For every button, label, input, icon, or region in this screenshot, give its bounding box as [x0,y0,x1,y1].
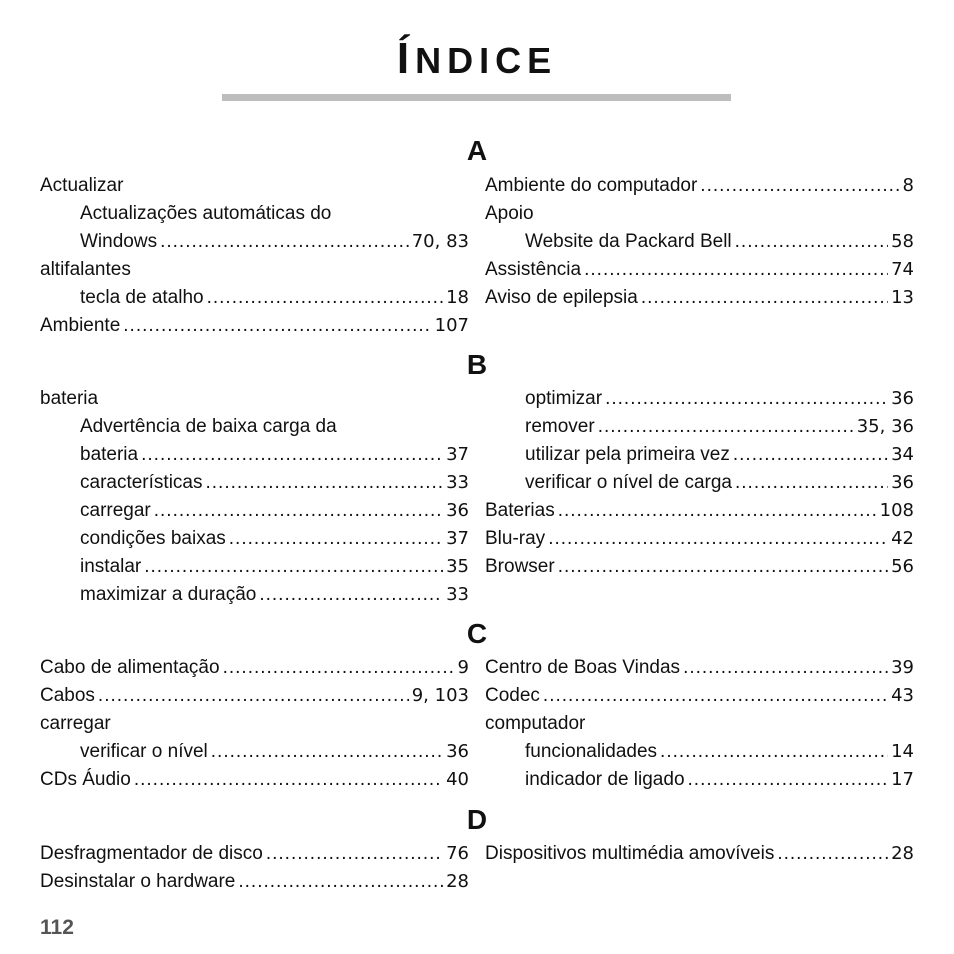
section-c-left-column [40,654,469,794]
index-entry: Baterias ..... 108 [485,497,914,525]
section-a-right-column [485,172,914,312]
index-entry: computador [485,713,586,734]
section-letter-c: C [466,618,488,649]
index-entry: Cabo de alimentação ..... 9 [40,654,469,682]
leader-dots [683,654,888,682]
title-rest: NDICE [415,40,558,81]
index-entry: Blu-ray ..... 42 [485,525,914,553]
leader-dots [605,385,888,413]
leader-dots [205,469,443,497]
leader-dots [584,256,888,284]
page-ref: 37 [446,528,469,549]
leader-dots [144,553,443,581]
leader-dots [543,682,888,710]
page-ref: 36 [446,741,469,762]
leader-dots [211,738,443,766]
index-entry: Actualizar [40,175,124,196]
page-ref: 43 [891,685,914,706]
page-ref: 36 [446,500,469,521]
section-letter-a: A [466,135,488,166]
page-ref: 35 [446,556,469,577]
leader-dots [98,682,409,710]
leader-dots [558,553,888,581]
leader-dots [259,581,443,609]
leader-dots [141,441,443,469]
title-underline [222,94,731,101]
leader-dots [134,766,443,794]
index-entry: Actualizações automáticas do [80,203,332,224]
page-ref: 33 [446,584,469,605]
index-entry: Ambiente do computador ..... 8 [485,172,914,200]
section-letter-d: D [466,804,488,835]
leader-dots [777,840,888,868]
page-ref: 76 [446,843,469,864]
page-ref: 33 [446,472,469,493]
index-entry: Dispositivos multimédia amovíveis ..... 28 [485,840,914,868]
index-entry: Ambiente ..... 107 [40,312,469,340]
index-entry: Aviso de epilepsia ..... 13 [485,284,914,312]
section-d-right-column [485,840,914,868]
leader-dots [266,840,443,868]
leader-dots [558,497,877,525]
index-entry: Centro de Boas Vindas ..... 39 [485,654,914,682]
page-ref: 13 [891,287,914,308]
index-entry: instalar ..... 35 [40,553,469,581]
index-entry: maximizar a duração ..... 33 [40,581,469,609]
page-ref: 34 [891,444,914,465]
leader-dots [160,228,409,256]
leader-dots [660,738,888,766]
index-entry: carregar ..... 36 [40,497,469,525]
leader-dots [598,413,854,441]
index-entry: utilizar pela primeira vez ..... 34 [485,441,914,469]
page-ref: 39 [891,657,914,678]
page-ref: 37 [446,444,469,465]
index-entry: carregar [40,713,111,734]
section-c-right-column [485,654,914,794]
page-ref: 28 [891,843,914,864]
page-ref: 70, 83 [411,231,469,252]
index-entry: Browser ..... 56 [485,553,914,581]
index-entry: Website da Packard Bell ..... 58 [485,228,914,256]
index-entry: Cabos ..... 9, 103 [40,682,469,710]
page-ref: 56 [891,556,914,577]
index-entry: Desinstalar o hardware ..... 28 [40,868,469,896]
page-ref: 74 [891,259,914,280]
page-number: 112 [40,916,74,939]
page-ref: 36 [891,472,914,493]
index-entry: verificar o nível ..... 36 [40,738,469,766]
index-entry: optimizar ..... 36 [485,385,914,413]
leader-dots [733,441,888,469]
index-entry: Apoio [485,203,534,224]
leader-dots [223,654,455,682]
page-ref: 35, 36 [856,416,914,437]
page-ref: 58 [891,231,914,252]
index-entry: características ..... 33 [40,469,469,497]
index-entry: bateria ..... 37 [40,441,469,469]
leader-dots [123,312,431,340]
section-d-left-column [40,840,469,896]
page-ref: 42 [891,528,914,549]
index-entry: altifalantes [40,259,131,280]
leader-dots [238,868,443,896]
page-ref: 9, 103 [411,685,469,706]
index-entry: Windows ..... 70, 83 [40,228,469,256]
leader-dots [700,172,899,200]
index-entry: remover ..... 35, 36 [485,413,914,441]
index-entry: tecla de atalho ..... 18 [40,284,469,312]
page-ref: 36 [891,388,914,409]
section-b-left-column [40,385,469,609]
leader-dots [641,284,888,312]
section-b-right-column [485,385,914,581]
section-a-left-column [40,172,469,340]
index-entry: Desfragmentador de disco ..... 76 [40,840,469,868]
section-letter-b: B [466,349,488,380]
index-entry: condições baixas ..... 37 [40,525,469,553]
index-entry: Assistência ..... 74 [485,256,914,284]
leader-dots [688,766,889,794]
leader-dots [207,284,444,312]
page-ref: 17 [891,769,914,790]
page-ref: 40 [446,769,469,790]
leader-dots [735,228,888,256]
index-entry: Codec ..... 43 [485,682,914,710]
leader-dots [229,525,443,553]
page-title [0,34,954,84]
index-entry: CDs Áudio ..... 40 [40,766,469,794]
page-ref: 8 [902,175,914,196]
index-entry: funcionalidades ..... 14 [485,738,914,766]
page-ref: 108 [879,500,914,521]
index-entry: verificar o nível de carga ..... 36 [485,469,914,497]
leader-dots [735,469,888,497]
page-ref: 28 [446,871,469,892]
leader-dots [548,525,888,553]
page-ref: 9 [457,657,469,678]
page-ref: 107 [434,315,469,336]
page-ref: 18 [446,287,469,308]
index-entry: Advertência de baixa carga da [80,416,337,437]
leader-dots [154,497,443,525]
index-entry: bateria [40,388,99,409]
title-initial: Í [396,34,416,83]
index-entry: indicador de ligado ..... 17 [485,766,914,794]
page-ref: 14 [891,741,914,762]
